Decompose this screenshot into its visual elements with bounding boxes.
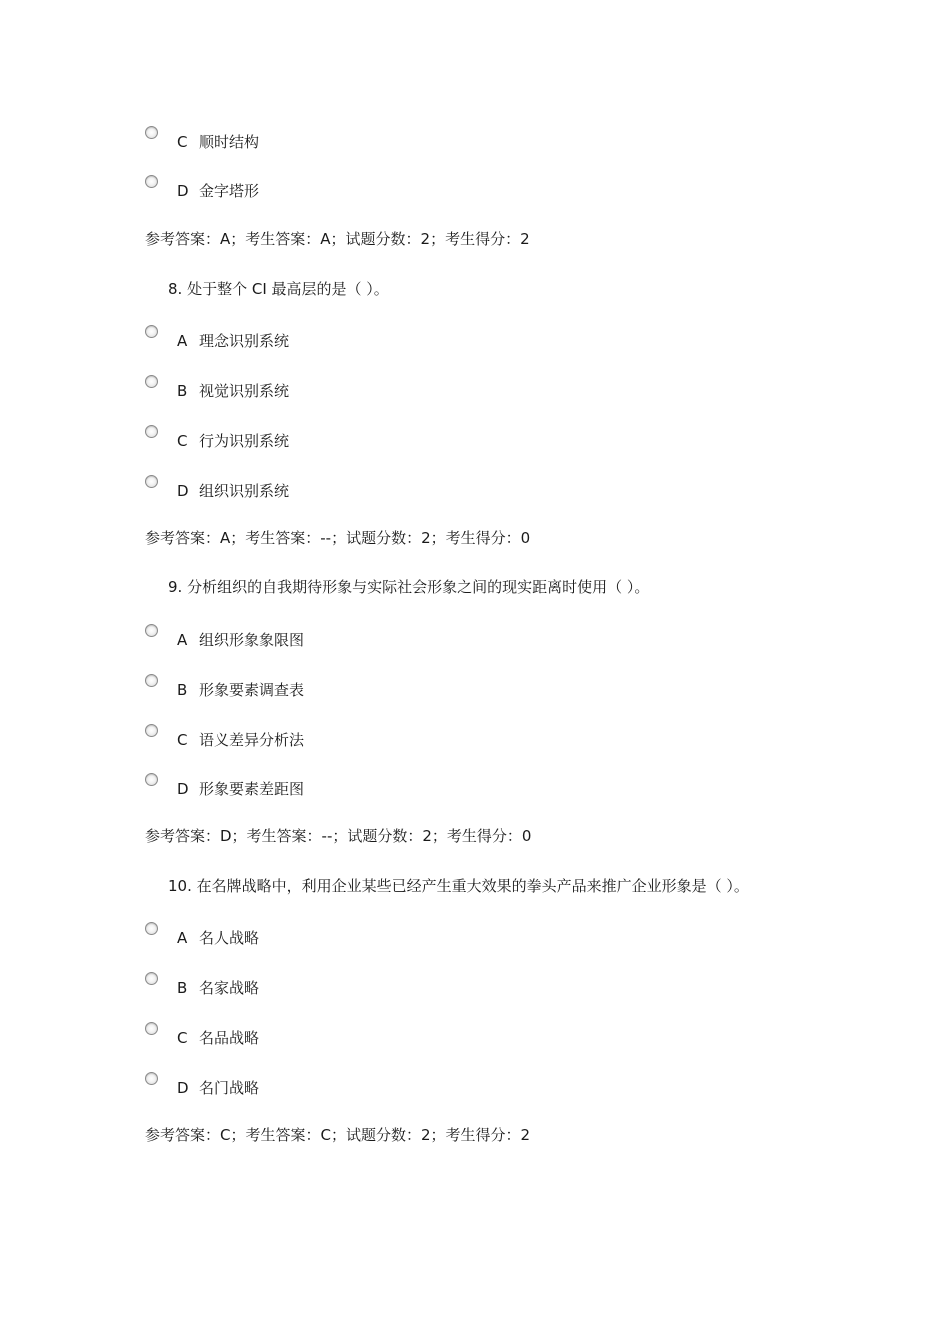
q8-option-c[interactable]: [145, 431, 289, 451]
radio-button-icon[interactable]: [145, 724, 158, 737]
option-letter: D: [177, 182, 189, 200]
radio-button-icon[interactable]: [145, 624, 158, 637]
option-d-prev[interactable]: [145, 181, 259, 201]
option-text: 形象要素差距图: [199, 780, 305, 798]
answer-summary-q10: 参考答案：C；考生答案：C；试题分数：2；考生得分：2: [145, 1126, 531, 1144]
radio-button-icon[interactable]: [145, 972, 158, 985]
q9-option-b[interactable]: [145, 680, 304, 700]
option-letter: B: [177, 382, 188, 400]
radio-button-icon[interactable]: [145, 175, 158, 188]
option-letter: D: [177, 780, 189, 798]
radio-button-icon[interactable]: [145, 674, 158, 687]
q9-option-a[interactable]: [145, 630, 304, 650]
q10-option-c[interactable]: [145, 1028, 259, 1048]
answer-summary-prev: 参考答案：A；考生答案：A；试题分数：2；考生得分：2: [145, 230, 530, 248]
option-text: 组织识别系统: [199, 482, 290, 500]
option-letter: C: [177, 1029, 188, 1047]
option-text: 名门战略: [199, 1079, 260, 1097]
q8-option-b[interactable]: [145, 381, 289, 401]
option-text: 金字塔形: [199, 182, 260, 200]
question-10-title: 10. 在名牌战略中，利用企业某些已经产生重大效果的拳头产品来推广企业形象是（ ）。: [168, 877, 749, 895]
radio-button-icon[interactable]: [145, 922, 158, 935]
option-text: 组织形象象限图: [199, 631, 305, 649]
radio-button-icon[interactable]: [145, 1072, 158, 1085]
option-letter: B: [177, 979, 188, 997]
answer-summary-q8: 参考答案：A；考生答案：--；试题分数：2；考生得分：0: [145, 529, 531, 547]
option-letter: A: [177, 332, 188, 350]
option-letter: C: [177, 432, 188, 450]
option-text: 语义差异分析法: [199, 731, 305, 749]
option-text: 名人战略: [199, 929, 260, 947]
question-8-title: 8. 处于整个 CI 最高层的是（ ）。: [168, 280, 389, 298]
option-text: 行为识别系统: [199, 432, 290, 450]
radio-button-icon[interactable]: [145, 325, 158, 338]
option-letter: C: [177, 133, 188, 151]
option-letter: A: [177, 631, 188, 649]
radio-button-icon[interactable]: [145, 425, 158, 438]
radio-button-icon[interactable]: [145, 1022, 158, 1035]
option-c-prev[interactable]: [145, 132, 259, 152]
answer-summary-q9: 参考答案：D；考生答案：--；试题分数：2；考生得分：0: [145, 827, 532, 845]
question-9-title: 9. 分析组织的自我期待形象与实际社会形象之间的现实距离时使用（ ）。: [168, 578, 650, 596]
q9-option-c[interactable]: [145, 730, 304, 750]
option-letter: D: [177, 1079, 189, 1097]
option-letter: D: [177, 482, 189, 500]
option-text: 理念识别系统: [199, 332, 290, 350]
q8-option-a[interactable]: [145, 331, 289, 351]
radio-button-icon[interactable]: [145, 773, 158, 786]
q10-option-a[interactable]: [145, 928, 259, 948]
option-text: 形象要素调查表: [199, 681, 305, 699]
radio-button-icon[interactable]: [145, 375, 158, 388]
radio-button-icon[interactable]: [145, 126, 158, 139]
option-letter: C: [177, 731, 188, 749]
option-text: 名品战略: [199, 1029, 260, 1047]
option-text: 视觉识别系统: [199, 382, 290, 400]
option-letter: A: [177, 929, 188, 947]
radio-button-icon[interactable]: [145, 475, 158, 488]
q8-option-d[interactable]: [145, 481, 289, 501]
q10-option-b[interactable]: [145, 978, 259, 998]
option-letter: B: [177, 681, 188, 699]
q10-option-d[interactable]: [145, 1078, 259, 1098]
option-text: 名家战略: [199, 979, 260, 997]
option-text: 顺时结构: [199, 133, 260, 151]
q9-option-d[interactable]: [145, 779, 304, 799]
